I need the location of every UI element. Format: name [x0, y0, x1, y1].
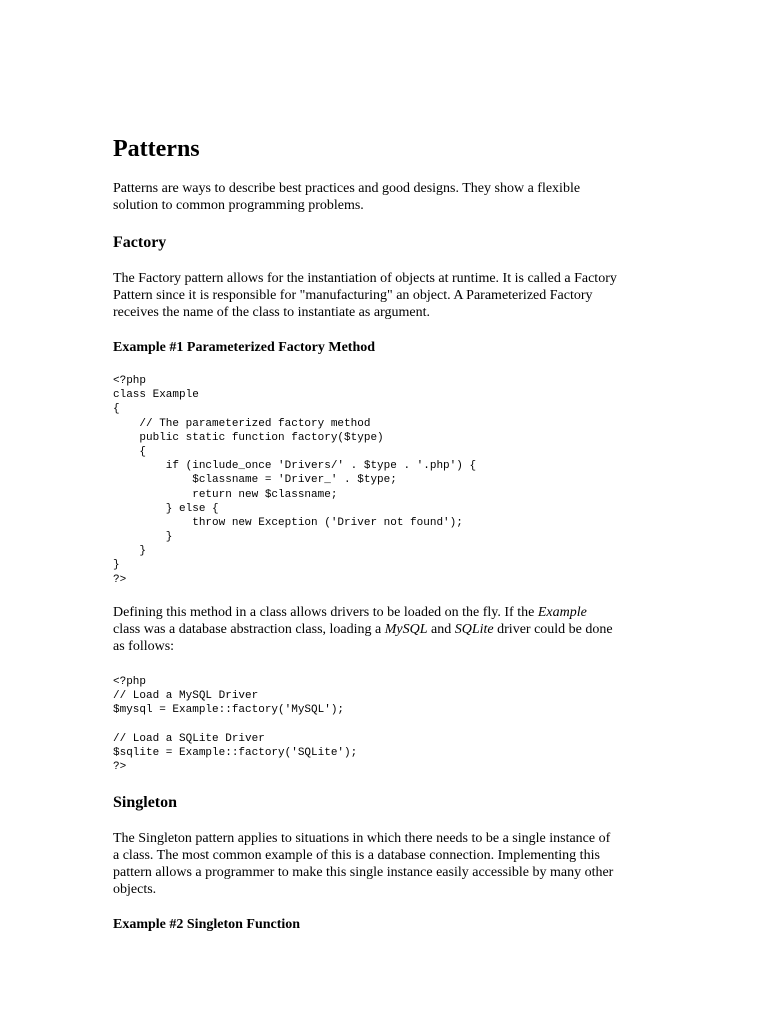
usage-code-block	[113, 675, 357, 774]
code-line: } else {	[113, 502, 219, 515]
code-line: // Load a MySQL Driver	[113, 690, 259, 703]
intro-paragraph	[113, 180, 658, 214]
code-line: throw new Exception ('Driver not found');	[113, 516, 463, 529]
usage-line	[113, 621, 658, 638]
factory-description-line: The Factory pattern allows for the instantiation of objects at runtime. It is called a Factory	[113, 271, 617, 286]
code-line: ?>	[113, 761, 127, 774]
code-line: if (include_once 'Drivers/' . $type . '.php') {	[113, 460, 477, 473]
usage-line	[113, 604, 658, 621]
factory-example-title: Example #1 Parameterized Factory Method	[113, 340, 376, 355]
intro-line: Patterns are ways to describe best practices and good designs. They show a flexible	[113, 181, 581, 196]
usage-text: and	[427, 622, 455, 637]
singleton-description-line: objects.	[113, 882, 157, 897]
code-line: }	[113, 545, 147, 558]
page-title: Patterns	[113, 136, 200, 162]
code-line: }	[113, 559, 120, 572]
singleton-heading: Singleton	[113, 794, 178, 811]
code-line: class Example	[113, 389, 199, 402]
code-line: {	[113, 403, 120, 416]
code-line: public static function factory($type)	[113, 431, 384, 444]
factory-description-line: receives the name of the class to instantiate as argument.	[113, 305, 430, 320]
code-line: $classname = 'Driver_' . $type;	[113, 474, 397, 487]
code-line: {	[113, 445, 147, 458]
singleton-description	[113, 830, 658, 898]
code-line: // The parameterized factory method	[113, 417, 371, 430]
usage-text: Defining this method in a class allows drivers to be loaded on the fly. If the	[113, 605, 538, 620]
code-line: }	[113, 531, 173, 544]
factory-description	[113, 270, 658, 321]
code-line: ?>	[113, 573, 127, 586]
usage-line: as follows:	[113, 639, 175, 654]
usage-text: class was a database abstraction class, loading a	[113, 622, 385, 637]
code-line: <?php	[113, 375, 147, 387]
factory-code-block	[113, 374, 476, 587]
code-line: // Load a SQLite Driver	[113, 732, 265, 745]
singleton-description-line: pattern allows a programmer to make this single instance easily accessible by many other	[113, 865, 614, 880]
intro-line: solution to common programming problems.	[113, 198, 364, 213]
singleton-description-line: The Singleton pattern applies to situations in which there needs to be a single instance of	[113, 831, 611, 846]
factory-heading: Factory	[113, 234, 167, 251]
code-line: $mysql = Example::factory('MySQL');	[113, 704, 345, 717]
code-line: $sqlite = Example::factory('SQLite');	[113, 746, 358, 759]
usage-driver-mysql: MySQL	[384, 622, 428, 637]
usage-class-name: Example	[537, 605, 587, 620]
singleton-description-line: a class. The most common example of this is a database connection. Implementing this	[113, 848, 600, 863]
code-line: <?php	[113, 676, 147, 688]
code-line: return new $classname;	[113, 488, 338, 501]
code-line	[113, 718, 357, 732]
usage-text: driver could be done	[493, 622, 613, 637]
factory-usage-paragraph	[113, 604, 658, 655]
factory-description-line: Pattern since it is responsible for "manufacturing" an object. A Parameterized Factory	[113, 288, 593, 303]
singleton-example-title: Example #2 Singleton Function	[113, 917, 301, 932]
usage-driver-sqlite: SQLite	[454, 622, 494, 637]
